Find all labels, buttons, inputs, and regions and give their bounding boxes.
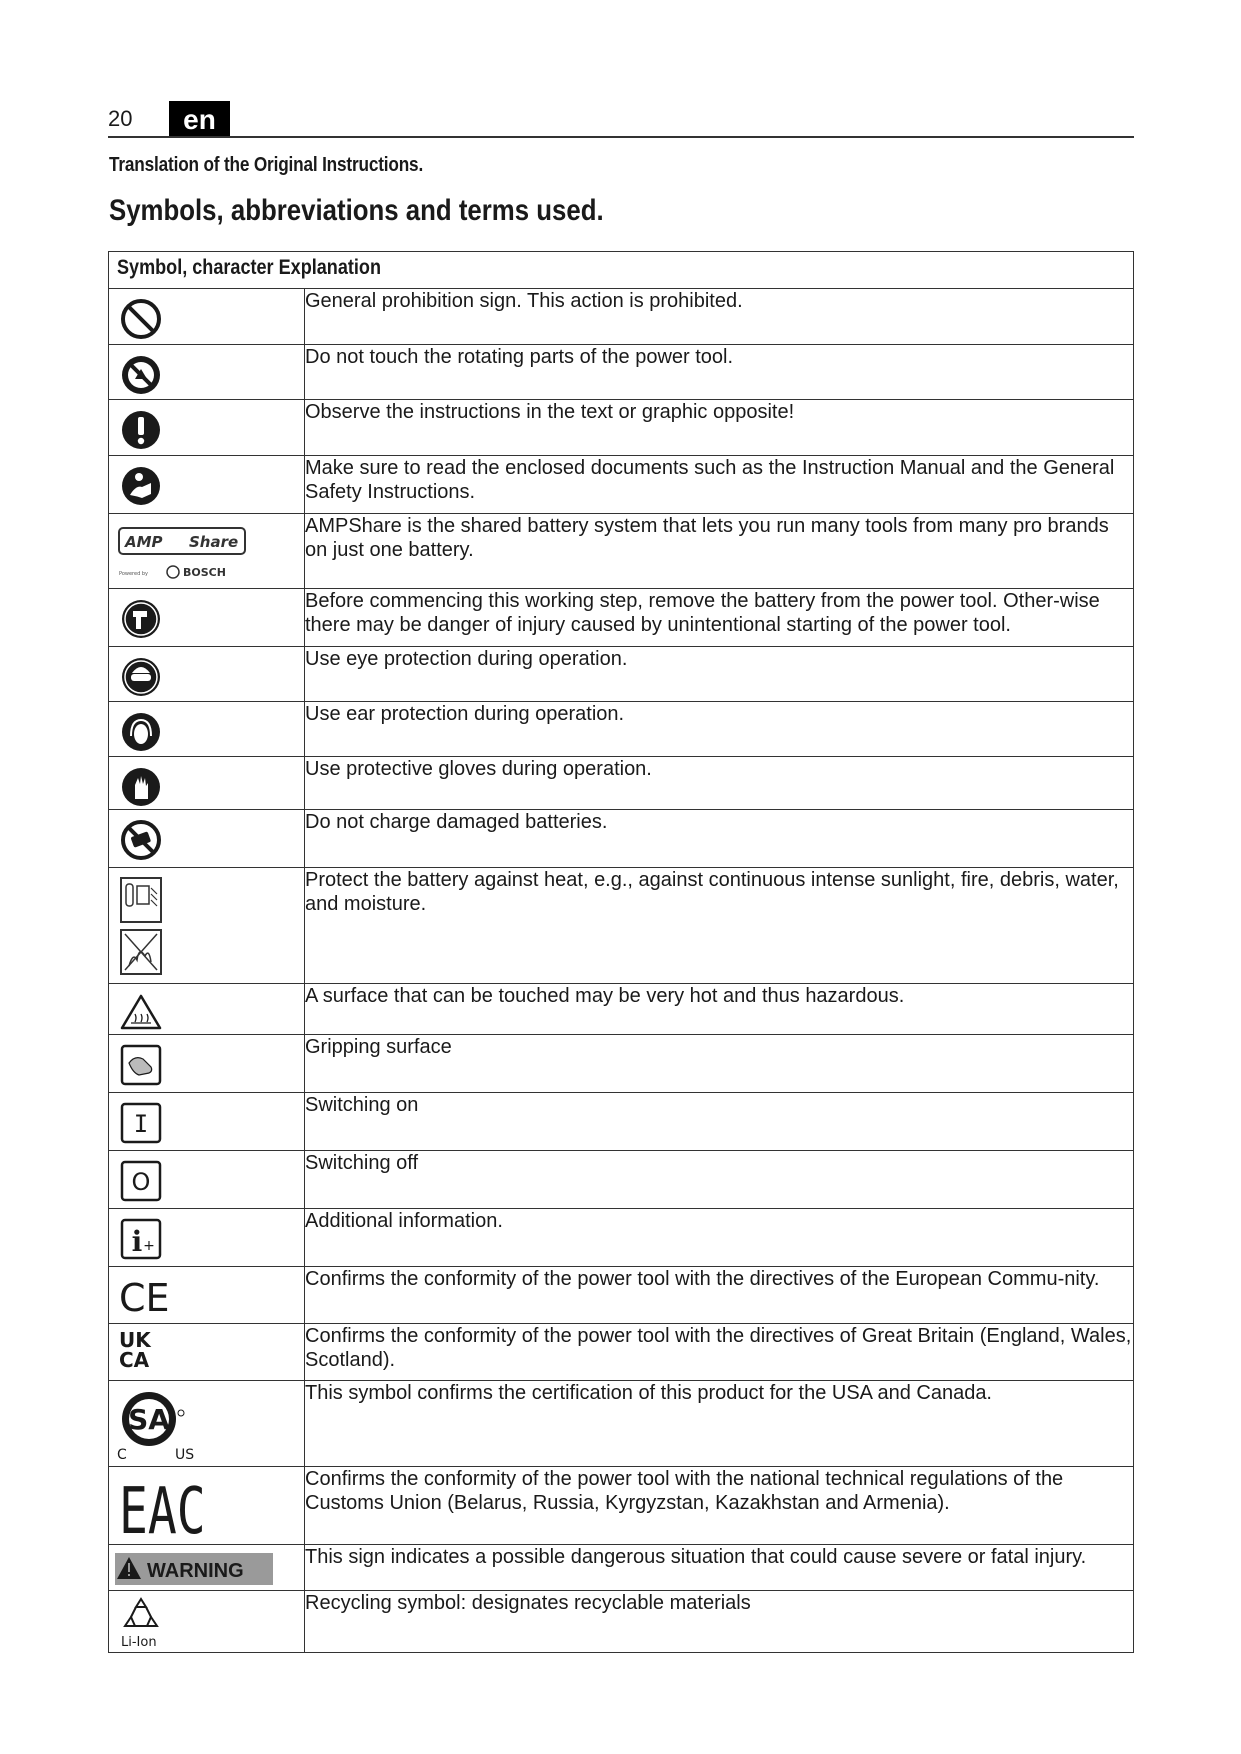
exclamation-icon: [119, 408, 163, 452]
info-label: i: [131, 1225, 143, 1258]
csa-left-label: C: [117, 1447, 127, 1463]
explanation-text: Use protective gloves during operation.: [305, 757, 1134, 810]
explanation-text: Make sure to read the enclosed documents such as the Instruction Manual and the General Safety Instructions.: [305, 456, 1134, 514]
li-ion-label: Li-Ion: [121, 1635, 157, 1650]
uk-label: UK: [119, 1328, 151, 1352]
warning-label-icon: [115, 1553, 273, 1585]
protect-battery-icon: [119, 876, 167, 976]
remove-battery-icon: [119, 597, 163, 641]
table-row: [109, 456, 1134, 514]
explanation-text: Additional information.: [305, 1209, 1134, 1267]
prohibition-icon: [119, 297, 163, 341]
gloves-icon: [119, 765, 163, 809]
table-row: [109, 1467, 1134, 1545]
header-rule: [108, 136, 1134, 138]
table-row: [109, 1324, 1134, 1381]
ca-label: CA: [119, 1348, 150, 1372]
table-header: [109, 252, 1134, 289]
table-row: [109, 984, 1134, 1035]
table-row: [109, 1545, 1134, 1591]
table-header-row: [109, 252, 1134, 289]
ampshare-amp-text: AMP: [125, 533, 163, 551]
explanation-text: This symbol confirms the certification of this product for the USA and Canada.: [305, 1381, 1134, 1467]
eac-mark-icon: [119, 1473, 206, 1549]
csa-right-label: US: [175, 1447, 195, 1463]
explanation-text: Before commencing this working step, remove the battery from the power tool. Other-wise there may be danger of injury caused by unintentional starting of the power tool.: [305, 589, 1134, 647]
table-row: [109, 810, 1134, 868]
ampshare-share-text: Share: [189, 533, 239, 551]
explanation-text: Recycling symbol: designates recyclable materials: [305, 1591, 1134, 1653]
ear-protection-icon: [119, 710, 163, 754]
table-row: [109, 702, 1134, 757]
table-row: [109, 1093, 1134, 1151]
eye-protection-icon: [119, 655, 163, 699]
explanation-text: Confirms the conformity of the power tool with the directives of Great Britain (England, Wales, Scotland).: [305, 1324, 1134, 1381]
table-row: [109, 757, 1134, 810]
table-row: [109, 868, 1134, 984]
warning-text: WARNING: [147, 1560, 244, 1582]
explanation-text: Switching off: [305, 1151, 1134, 1209]
page-number: 20: [108, 106, 133, 131]
ce-label: CE: [119, 1276, 170, 1320]
table-row: [109, 289, 1134, 345]
explanation-text: Switching on: [305, 1093, 1134, 1151]
ampshare-powered-text: Powered by: [119, 571, 148, 577]
explanation-text: Confirms the conformity of the power tool with the national technical regulations of the Customs Union (Belarus, Russia, Kyrgyzstan, Kazakhstan and Armenia).: [305, 1467, 1134, 1545]
table-row: [109, 514, 1134, 589]
eac-label: EAC: [119, 1474, 206, 1549]
explanation-text: Do not touch the rotating parts of the power tool.: [305, 345, 1134, 400]
svg-text:SA: SA: [128, 1403, 170, 1436]
ukca-mark-icon: [119, 1328, 159, 1372]
table-row: [109, 1035, 1134, 1093]
language-tab: en: [169, 101, 230, 137]
table-row: [109, 1209, 1134, 1267]
header-explanation: Explanation: [278, 256, 381, 279]
recycling-li-ion-icon: [119, 1595, 163, 1649]
header-symbol: Symbol, character: [117, 256, 274, 279]
table-row: [109, 1381, 1134, 1467]
explanation-text: This sign indicates a possible dangerous situation that could cause severe or fatal injury.: [305, 1545, 1134, 1591]
explanation-text: Use eye protection during operation.: [305, 647, 1134, 702]
explanation-text: Confirms the conformity of the power tool with the directives of the European Commu-nity.: [305, 1267, 1134, 1324]
table-row: [109, 1267, 1134, 1324]
no-charge-damaged-battery-icon: [119, 818, 163, 862]
gripping-surface-icon: [119, 1043, 163, 1087]
table-row: [109, 400, 1134, 456]
explanation-text: Use ear protection during operation.: [305, 702, 1134, 757]
symbols-table: [108, 251, 1134, 1653]
explanation-text: General prohibition sign. This action is prohibited.: [305, 289, 1134, 345]
page-title: Symbols, abbreviations and terms used.: [109, 194, 604, 227]
explanation-text: AMPShare is the shared battery system that lets you run many tools from many pro brands on just one battery.: [305, 514, 1134, 589]
ampshare-logo-icon: [117, 524, 257, 580]
table-row: [109, 1591, 1134, 1653]
read-manual-icon: [119, 464, 163, 508]
subtitle: Translation of the Original Instructions.: [109, 154, 424, 176]
info-icon: [119, 1217, 163, 1261]
explanation-text: Gripping surface: [305, 1035, 1134, 1093]
switch-on-icon: [119, 1101, 163, 1145]
table-row: [109, 647, 1134, 702]
explanation-text: A surface that can be touched may be very hot and thus hazardous.: [305, 984, 1134, 1035]
no-touch-rotating-icon: [119, 353, 163, 397]
switch-off-icon: [119, 1159, 163, 1203]
switch-off-label: O: [131, 1168, 151, 1196]
table-row: [109, 1151, 1134, 1209]
explanation-text: Do not charge damaged batteries.: [305, 810, 1134, 868]
ampshare-bosch-text: BOSCH: [183, 566, 226, 579]
table-row: [109, 345, 1134, 400]
explanation-text: Protect the battery against heat, e.g., against continuous intense sunlight, fire, debris, water, and moisture.: [305, 868, 1134, 984]
switch-on-label: I: [133, 1110, 149, 1138]
info-plus-label: +: [143, 1238, 155, 1254]
hot-surface-icon: [119, 992, 163, 1032]
ce-mark-icon: [119, 1275, 179, 1319]
table-row: [109, 589, 1134, 647]
csa-mark-icon: [115, 1387, 205, 1463]
explanation-text: Observe the instructions in the text or graphic opposite!: [305, 400, 1134, 456]
